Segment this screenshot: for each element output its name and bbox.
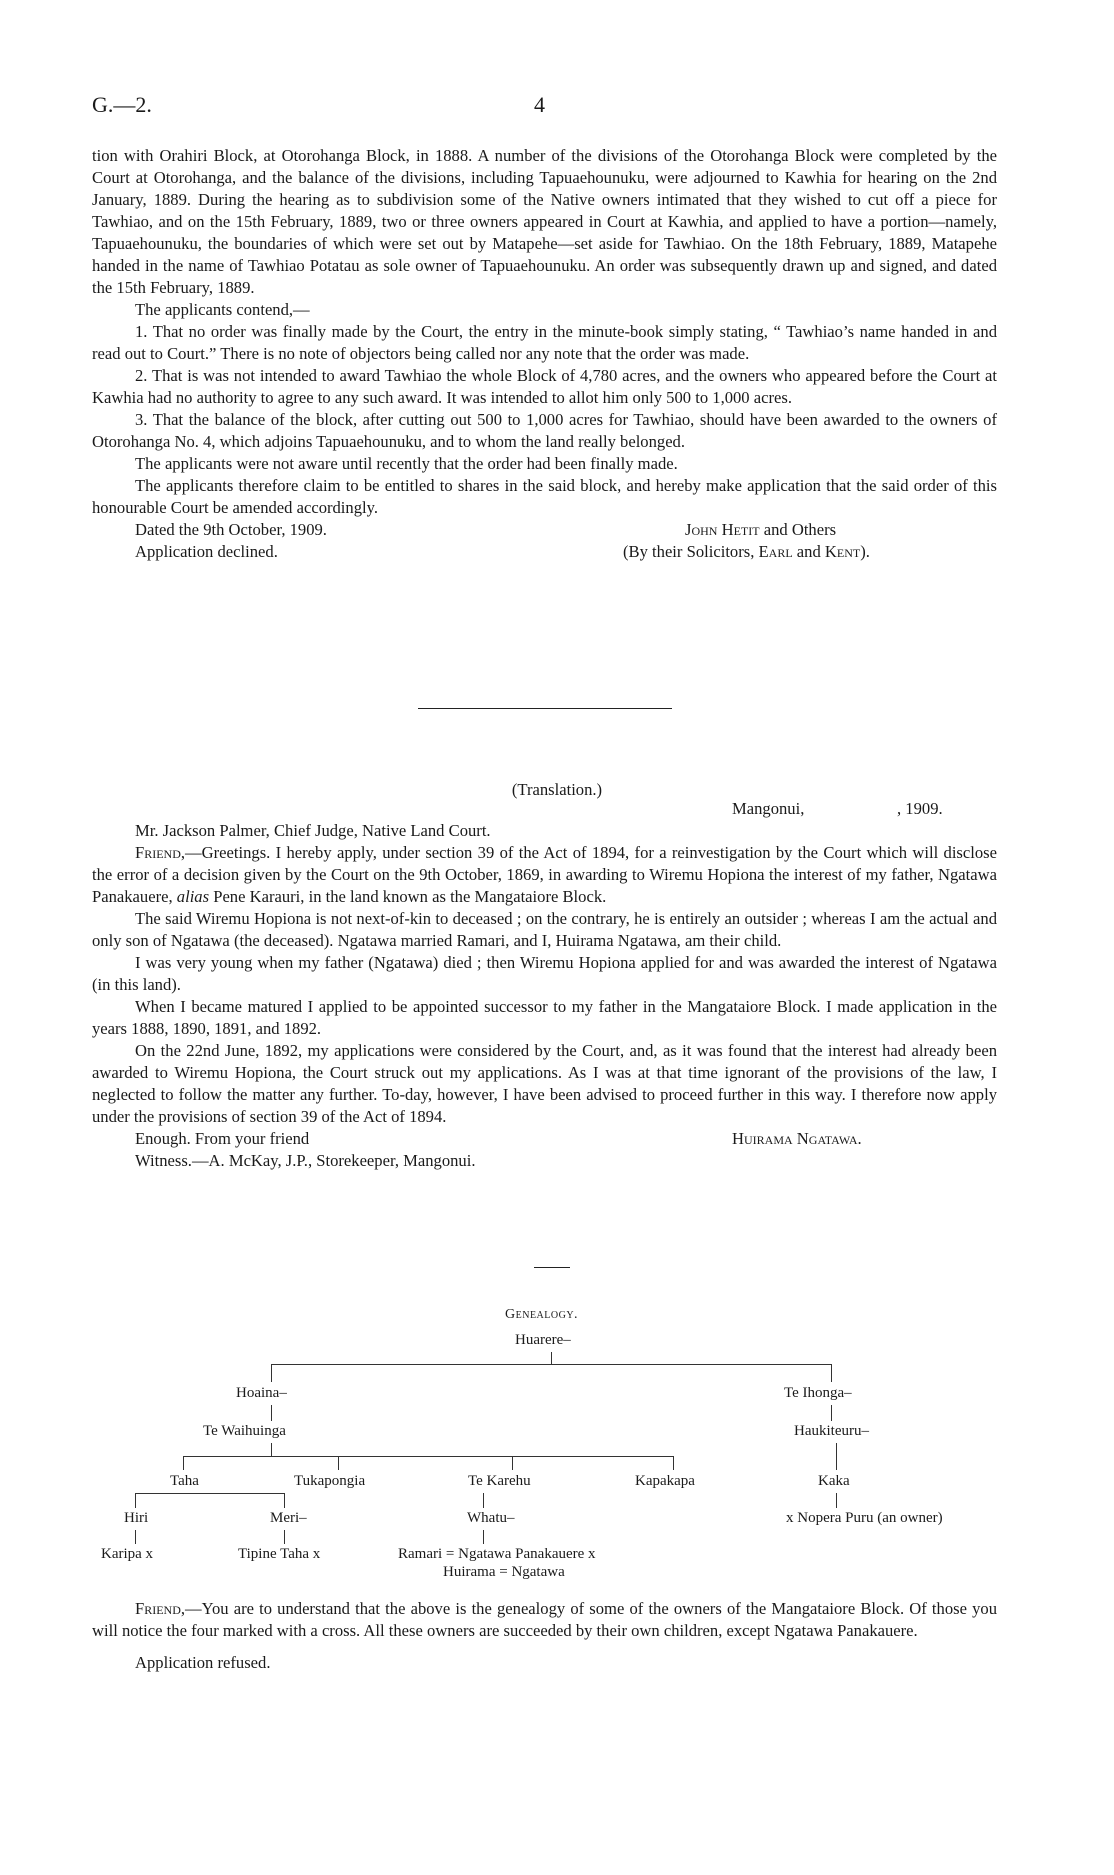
person-karipa: Karipa x: [101, 1546, 154, 1562]
tree-line: [271, 1364, 272, 1382]
person-kapakapa: Kapakapa: [635, 1473, 695, 1489]
tree-line: [831, 1364, 832, 1382]
tree-line: [551, 1352, 552, 1364]
tree-line: [135, 1493, 136, 1508]
paragraph-text: ,—You are to understand that the above is the genealogy of some of the owners of the Mangataiore Block. Of those you will notice the four marked with a cross. All these owners are succeeded by their own children, except Ngatawa Panakauere.: [92, 1599, 997, 1640]
person-taha: Taha: [170, 1473, 199, 1489]
translation-heading: (Translation.): [511, 780, 603, 799]
person-te-waihuinga: Te Waihuinga: [203, 1423, 286, 1439]
person-hoaina: Hoaina–: [236, 1385, 287, 1401]
paragraph: The said Wiremu Hopiona is not next-of-kin to deceased ; on the contrary, he is entirely an outsider ; whereas I am the actual and only son of Ngatawa (the deceased). Ngatawa married Ramari, and I, Huirama Ngatawa, am their child.: [92, 909, 997, 950]
dated-line: Dated the 9th October, 1909.: [135, 520, 327, 539]
tree-line: [183, 1456, 673, 1457]
paragraph: The applicants were not aware until recently that the order had been finally made.: [135, 454, 678, 473]
tree-line: [338, 1456, 339, 1470]
tree-line: [271, 1364, 831, 1365]
genealogy-title: Genealogy.: [505, 1307, 579, 1322]
person-huirama-ngatawa: Huirama = Ngatawa: [443, 1564, 565, 1580]
tree-line: [183, 1456, 184, 1470]
tree-line: [135, 1493, 285, 1494]
paragraph: The applicants therefore claim to be entitled to shares in the said block, and hereby make application that the said order of this honourable Court be amended accordingly.: [92, 476, 997, 517]
paragraph: When I became matured I applied to be appointed successor to my father in the Mangataiore Block. I made application in the years 1888, 1890, 1891, and 1892.: [92, 997, 997, 1038]
tree-line: [483, 1493, 484, 1508]
paragraph: The applicants contend,—: [135, 300, 310, 319]
tree-line: [512, 1456, 513, 1470]
tree-line: [836, 1493, 837, 1508]
page-number: 4: [534, 92, 545, 117]
paragraph: On the 22nd June, 1892, my applications were considered by the Court, and, as it was found that the interest had already been awarded to Wiremu Hopiona, the Court struck out my applications. As I was at that time ignorant of the provisions of the law, I neglected to follow the matter any further. To-day, however, I have been advised to proceed further in this way. I therefore now apply under the provisions of section 39 of the Act of 1894.: [92, 1041, 997, 1126]
signature: Huirama Ngatawa.: [732, 1129, 862, 1148]
person-nopera-puru: x Nopera Puru (an owner): [786, 1510, 943, 1526]
signer-rest: and Others: [759, 520, 837, 539]
paragraph: 3. That the balance of the block, after cutting out 500 to 1,000 acres for Tawhiao, should have been awarded to the owners of Otorohanga No. 4, which adjoins Tapuaehounuku, and to whom the land really belonged.: [92, 410, 997, 451]
solicitors-prefix: (By their Solicitors,: [623, 542, 759, 561]
paragraph-text: ,—Greetings. I hereby apply, under section 39 of the Act of 1894, for a reinvestigation by the Court which will disclose the error of a decision given by the Court on the 9th October, 1869, in awarding to Wiremu Hopiona the interest of my father, Ngatawa Panakauere,: [92, 843, 997, 906]
person-hiri: Hiri: [124, 1510, 149, 1526]
solicitor-kent: Kent: [824, 542, 861, 561]
paragraph-text: Pene Karauri, in the land known as the Mangataiore Block.: [209, 887, 607, 906]
tree-line: [271, 1405, 272, 1421]
person-kaka: Kaka: [818, 1473, 850, 1489]
solicitors-and: and: [792, 542, 825, 561]
section-genealogy-note: [92, 1598, 997, 1674]
person-te-karehu: Te Karehu: [468, 1473, 531, 1489]
paragraph: [92, 1598, 997, 1642]
closing-line: Enough. From your friend: [135, 1129, 310, 1148]
paragraph: 1. That no order was finally made by the Court, the entry in the minute-book simply stating, “ Tawhiao’s name handed in and read out to Court.” There is no note of objectors being called nor any note that the order was made.: [92, 322, 997, 363]
paragraph: I was very young when my father (Ngatawa) died ; then Wiremu Hopiona applied for and was awarded the interest of Ngatawa (in this land).: [92, 953, 997, 994]
tree-line: [135, 1530, 136, 1544]
paragraph: tion with Orahiri Block, at Otorohanga Block, in 1888. A number of the divisions of the Otorohanga Block were completed by the Court at Otorohanga, and the balance of the divisions, including Tapuaehounuku, were adjourned to Kawhia for hearing on the 2nd January, 1889. During the hearing as to subdivision some of the Native owners intimated that they wished to cut off a piece for Tawhiao, and on the 15th February, 1889, two or three owners appeared in Court at Kawhia, and applied to have a portion—namely, Tapuaehounuku, the boundaries of which were set out by Matapehe—set aside for Tawhiao. On the 18th February, 1889, Matapehe handed in the name of Tawhiao Potatau as sole owner of Tapuaehounuku. An order was subsequently drawn up and signed, and dated the 15th February, 1889.: [92, 146, 997, 297]
person-te-ihonga: Te Ihonga–: [784, 1385, 852, 1401]
date-year: , 1909.: [897, 799, 943, 818]
decision-line: Application refused.: [135, 1653, 271, 1672]
tree-line: [836, 1443, 837, 1470]
tree-line: [831, 1405, 832, 1421]
person-tukapongia: Tukapongia: [294, 1473, 366, 1489]
addressee: Mr. Jackson Palmer, Chief Judge, Native Land Court.: [135, 821, 491, 840]
tree-line: [673, 1456, 674, 1470]
tree-line: [483, 1530, 484, 1544]
signer-name: John Hetit: [685, 520, 760, 539]
friend-salutation: Friend: [135, 843, 181, 862]
person-haukiteuru: Haukiteuru–: [794, 1423, 869, 1439]
solicitors-suffix: ).: [860, 542, 870, 561]
alias-word: alias: [176, 887, 210, 906]
tree-line: [284, 1493, 285, 1508]
document-reference: G.—2.: [92, 92, 152, 117]
person-meri: Meri–: [270, 1510, 307, 1526]
paragraph: 2. That is was not intended to award Tawhiao the whole Block of 4,780 acres, and the owners who appeared before the Court at Kawhia had no authority to agree to any such award. It was intended to allot him only 500 to 1,000 acres.: [92, 366, 997, 407]
solicitor-earl: Earl: [758, 542, 793, 561]
tree-line: [284, 1530, 285, 1544]
tree-line: [271, 1443, 272, 1456]
person-tipine-taha: Tipine Taha x: [238, 1546, 321, 1562]
person-huarere: Huarere–: [515, 1332, 571, 1348]
decision-line: Application declined.: [135, 542, 278, 561]
place: Mangonui,: [732, 799, 805, 818]
witness-line: Witness.—A. McKay, J.P., Storekeeper, Mangonui.: [135, 1151, 476, 1170]
friend-salutation: Friend: [135, 1599, 181, 1618]
person-ramari-ngatawa: Ramari = Ngatawa Panakauere x: [398, 1546, 596, 1562]
person-whatu: Whatu–: [467, 1510, 515, 1526]
